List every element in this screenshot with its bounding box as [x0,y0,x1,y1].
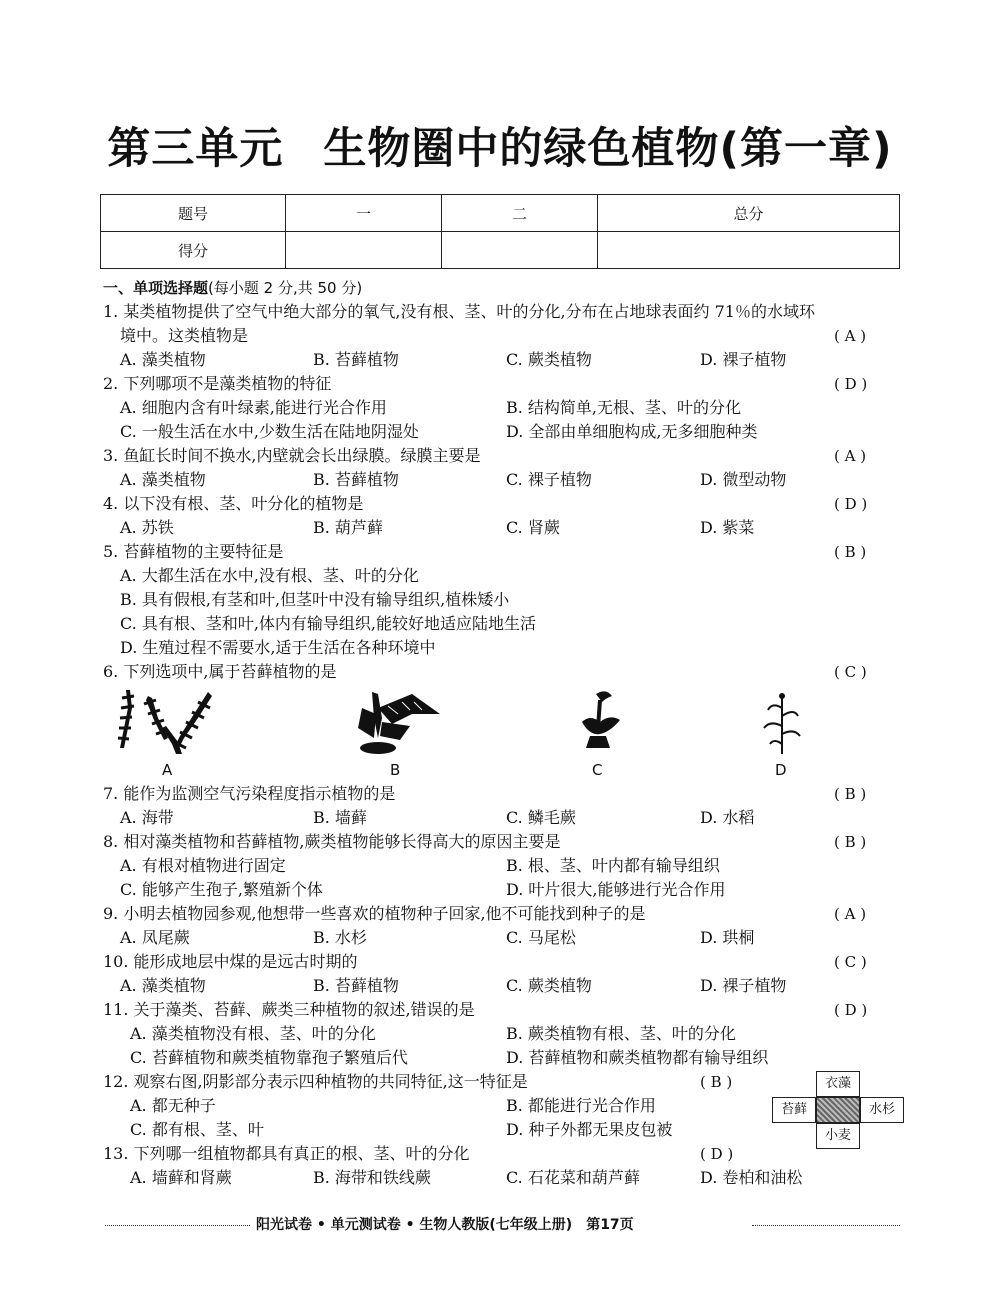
question-1-option-c: C. 蕨类植物 [506,350,592,369]
question-10-stem: 10. 能形成地层中煤的是远古时期的 [103,952,358,971]
question-2-option-c: C. 一般生活在水中,少数生活在陆地阴湿处 [120,422,419,441]
section-heading [103,277,362,298]
figure-label-d: D [775,761,787,779]
plant-overlap-diagram [772,1071,902,1147]
question-10-option-d: D. 裸子植物 [700,976,787,995]
question-7-option-a: A. 海带 [120,808,174,827]
question-12-stem: 12. 观察右图,阴影部分表示四种植物的共同特征,这一特征是 [103,1072,528,1091]
question-13-option-d: D. 卷柏和油松 [700,1168,803,1187]
question-11-option-a: A. 藻类植物没有根、茎、叶的分化 [130,1024,376,1043]
score-cell-part2: 二 [441,195,597,232]
score-input-total[interactable] [597,232,899,269]
question-1-option-a: A. 藻类植物 [120,350,206,369]
question-10-option-b: B. 苔藓植物 [313,976,399,995]
question-5-option-d: D. 生殖过程不需要水,适于生活在各种环境中 [120,638,436,657]
question-6-stem: 6. 下列选项中,属于苔藓植物的是 [103,662,337,681]
diagram-box-top: 衣藻 [816,1071,860,1097]
question-4-stem: 4. 以下没有根、茎、叶分化的植物是 [103,494,364,513]
score-cell-part1: 一 [286,195,442,232]
question-7-answer: ( B ) [834,785,867,803]
question-4-option-b: B. 葫芦藓 [313,518,383,537]
score-input-part2[interactable] [441,232,597,269]
score-row-label: 得分 [101,232,286,269]
question-11-answer: ( D ) [834,1001,868,1019]
score-cell-label: 题号 [101,195,286,232]
question-2-stem: 2. 下列哪项不是藻类植物的特征 [103,374,332,393]
question-4-option-d: D. 紫菜 [700,518,755,537]
question-8-stem: 8. 相对藻类植物和苔藓植物,蕨类植物能够长得高大的原因主要是 [103,832,561,851]
question-5-option-c: C. 具有根、茎和叶,体内有输导组织,能较好地适应陆地生活 [120,614,537,633]
question-3-option-c: C. 裸子植物 [506,470,592,489]
question-4-option-a: A. 苏铁 [120,518,174,537]
question-5-answer: ( B ) [834,543,867,561]
question-5-option-b: B. 具有假根,有茎和叶,但茎叶中没有输导组织,植株矮小 [120,590,510,609]
page-title [0,115,1000,176]
question-9-option-b: B. 水杉 [313,928,367,947]
diagram-shaded-overlap [816,1097,860,1123]
question-11-stem: 11. 关于藻类、苔藓、蕨类三种植物的叙述,错误的是 [103,1000,475,1019]
question-10-option-a: A. 藻类植物 [120,976,206,995]
diagram-box-bottom: 小麦 [816,1123,860,1149]
question-1-answer: ( A ) [834,327,867,345]
section-note: (每小题 2 分,共 50 分) [208,279,363,297]
figure-label-c: C [592,761,603,779]
question-9-option-c: C. 马尾松 [506,928,576,947]
question-8-option-b: B. 根、茎、叶内都有输导组织 [506,856,720,875]
score-input-part1[interactable] [286,232,442,269]
question-7-option-c: C. 鳞毛蕨 [506,808,576,827]
unit-title: 生物圈中的绿色植物(第一章) [323,124,893,174]
question-12-option-c: C. 都有根、茎、叶 [130,1120,264,1139]
question-1-option-d: D. 裸子植物 [700,350,787,369]
question-12-option-d: D. 种子外都无果皮包被 [506,1120,673,1139]
diagram-box-right: 水杉 [860,1097,904,1123]
question-2-option-a: A. 细胞内含有叶绿素,能进行光合作用 [120,398,387,417]
question-7-option-b: B. 墙藓 [313,808,367,827]
question-1-option-b: B. 苔藓植物 [313,350,399,369]
question-13-answer: ( D ) [700,1145,734,1163]
unit-label: 第三单元 [107,124,284,174]
question-9-option-d: D. 珙桐 [700,928,755,947]
question-1-stem: 1. 某类植物提供了空气中绝大部分的氧气,没有根、茎、叶的分化,分布在占地球表面约 71％的水域环 [103,302,815,321]
question-5-option-a: A. 大都生活在水中,没有根、茎、叶的分化 [120,566,419,585]
question-10-answer: ( C ) [834,953,867,971]
question-11-option-d: D. 苔藓植物和蕨类植物都有输导组织 [506,1048,769,1067]
footer-dotted-line-left [105,1225,250,1226]
question-10-option-c: C. 蕨类植物 [506,976,592,995]
question-12-option-a: A. 都无种子 [130,1096,216,1115]
question-2-option-b: B. 结构简单,无根、茎、叶的分化 [506,398,742,417]
figure-label-b: B [390,761,401,779]
question-13-option-b: B. 海带和铁线蕨 [313,1168,431,1187]
question-8-answer: ( B ) [834,833,867,851]
question-12-answer: ( B ) [700,1073,733,1091]
question-3-option-b: B. 苔藓植物 [313,470,399,489]
seaweed-plant-icon [118,688,218,758]
question-5-stem: 5. 苔藓植物的主要特征是 [103,542,284,561]
question-11-option-b: B. 蕨类植物有根、茎、叶的分化 [506,1024,736,1043]
question-9-stem: 9. 小明去植物园参观,他想带一些喜欢的植物种子回家,他不可能找到种子的是 [103,904,646,923]
diagram-box-left: 苔藓 [772,1097,816,1123]
score-table [100,194,900,269]
question-2-option-d: D. 全部由单细胞构成,无多细胞种类 [506,422,758,441]
footer-text: 阳光试卷 • 单元测试卷 • 生物人教版(七年级上册) 第17页 [256,1217,634,1233]
question-8-option-a: A. 有根对植物进行固定 [120,856,286,875]
question-2-answer: ( D ) [834,375,868,393]
section-title: 一、单项选择题 [103,279,209,297]
question-6-answer: ( C ) [834,663,867,681]
question-3-answer: ( A ) [834,447,867,465]
question-3-stem: 3. 鱼缸长时间不换水,内壁就会长出绿膜。绿膜主要是 [103,446,481,465]
score-table-score-row [101,232,900,269]
question-4-option-c: C. 肾蕨 [506,518,560,537]
fern-plant-icon [352,688,442,758]
grass-plant-icon [758,688,808,758]
question-8-option-c: C. 能够产生孢子,繁殖新个体 [120,880,323,899]
score-table-header-row [101,195,900,232]
question-4-answer: ( D ) [834,495,868,513]
question-9-answer: ( A ) [834,905,867,923]
question-1-stem-cont: 境中。这类植物是 [120,326,249,345]
question-3-option-d: D. 微型动物 [700,470,787,489]
moss-plant-icon [576,688,626,758]
figure-label-a: A [162,761,173,779]
question-13-stem: 13. 下列哪一组植物都具有真正的根、茎、叶的分化 [103,1144,470,1163]
question-7-stem: 7. 能作为监测空气污染程度指示植物的是 [103,784,396,803]
question-11-option-c: C. 苔藓植物和蕨类植物靠孢子繁殖后代 [130,1048,408,1067]
question-8-option-d: D. 叶片很大,能够进行光合作用 [506,880,726,899]
footer-dotted-line-right [752,1225,900,1226]
question-9-option-a: A. 凤尾蕨 [120,928,190,947]
score-cell-total: 总分 [597,195,899,232]
question-12-option-b: B. 都能进行光合作用 [506,1096,656,1115]
question-13-option-c: C. 石花菜和葫芦藓 [506,1168,640,1187]
question-3-option-a: A. 藻类植物 [120,470,206,489]
question-7-option-d: D. 水稻 [700,808,755,827]
question-13-option-a: A. 墙藓和肾蕨 [130,1168,232,1187]
